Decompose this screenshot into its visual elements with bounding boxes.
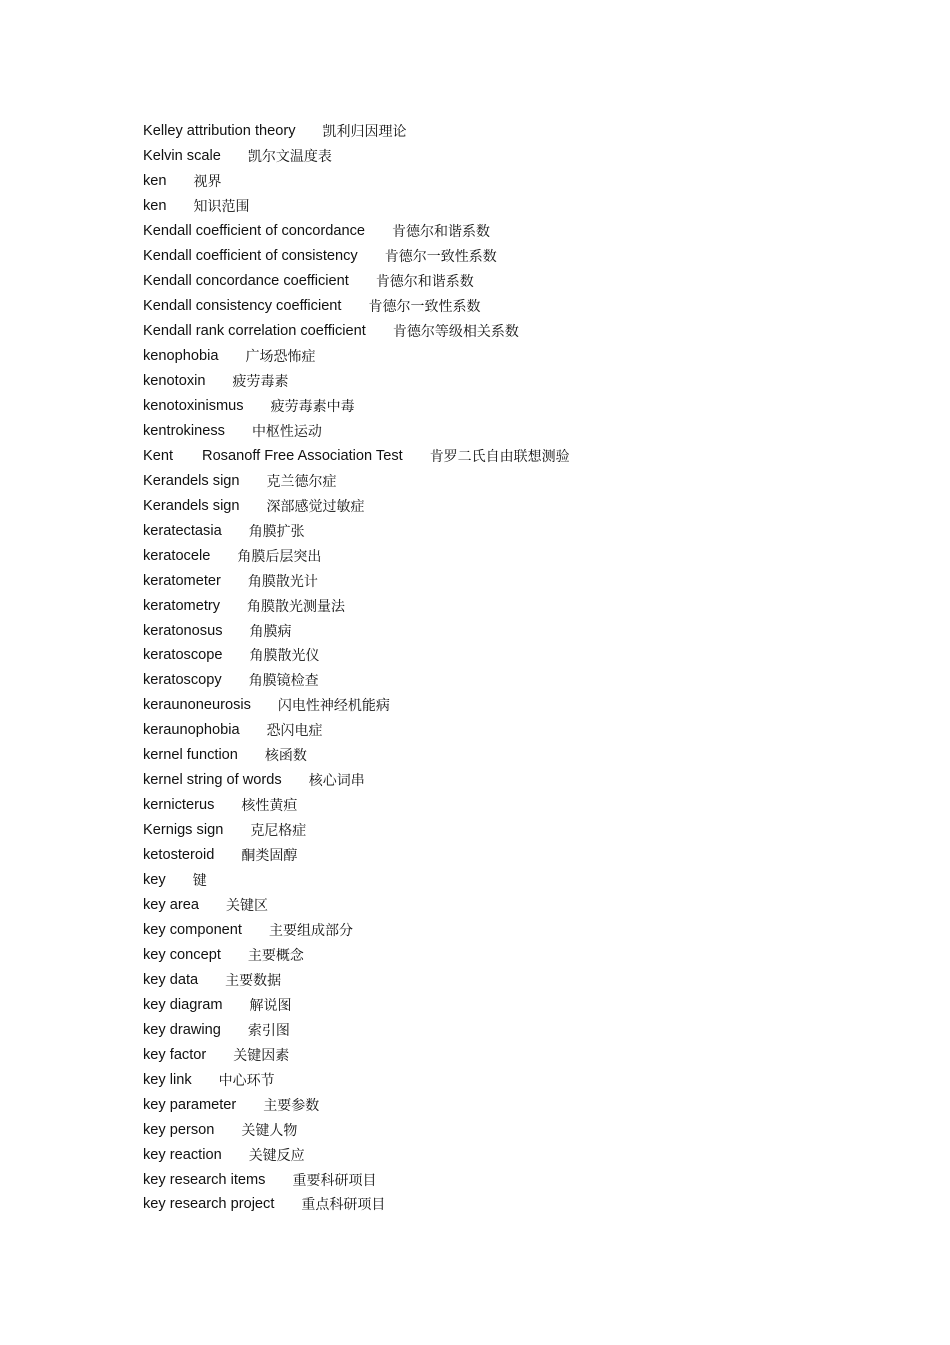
entry-translation: 肯德尔等级相关系数 — [392, 324, 519, 341]
glossary-entry — [143, 718, 903, 743]
entry-term: key drawing — [143, 1021, 221, 1038]
glossary-entry — [143, 543, 903, 568]
entry-term: key area — [143, 897, 199, 914]
entry-term: key research project — [143, 1196, 275, 1213]
entry-translation: 重点科研项目 — [301, 1197, 386, 1214]
entry-translation: 中心环节 — [218, 1072, 275, 1089]
entry-translation: 解说图 — [249, 997, 292, 1014]
glossary-entry — [143, 393, 903, 418]
glossary-entry — [143, 294, 903, 319]
entry-translation: 角膜散光仪 — [249, 648, 320, 665]
glossary-entry — [143, 518, 903, 543]
entry-translation: 知识范围 — [193, 199, 250, 216]
entry-term: Kendall coefficient of concordance — [143, 223, 366, 240]
entry-translation: 核函数 — [264, 748, 307, 765]
glossary-entry — [143, 1117, 903, 1142]
glossary-entry — [143, 493, 903, 518]
glossary-entry — [143, 693, 903, 718]
glossary-entry — [143, 1067, 903, 1092]
glossary-entry — [143, 768, 903, 793]
glossary-entry — [143, 119, 903, 144]
entry-translation: 键 — [192, 873, 207, 890]
entry-term: keraunoneurosis — [143, 697, 251, 714]
glossary-entry — [143, 818, 903, 843]
entry-term: key parameter — [143, 1096, 237, 1113]
entry-term: keratoscope — [143, 647, 223, 664]
entry-translation: 恐闪电症 — [266, 723, 323, 740]
entry-term: kernel string of words — [143, 772, 282, 789]
glossary-entry — [143, 1092, 903, 1117]
entry-term: Kendall consistency coefficient — [143, 298, 342, 315]
entry-translation: 角膜散光计 — [247, 573, 318, 590]
entry-translation: 主要参数 — [263, 1097, 320, 1114]
glossary-entry — [143, 793, 903, 818]
entry-translation: 核性黄疸 — [241, 798, 298, 815]
entry-term: key factor — [143, 1046, 207, 1063]
entry-term: keraunophobia — [143, 722, 240, 739]
entry-term: Kerandels sign — [143, 472, 240, 489]
entry-translation: 闪电性神经机能病 — [277, 698, 390, 715]
glossary-entry — [143, 967, 903, 992]
entry-term: key person — [143, 1121, 215, 1138]
entry-term: kenotoxinismus — [143, 397, 244, 414]
entry-term: ketosteroid — [143, 847, 215, 864]
entry-term: key component — [143, 921, 242, 938]
glossary-entry — [143, 1017, 903, 1042]
entry-translation: 角膜病 — [249, 623, 292, 640]
entry-term: Kerandels sign — [143, 497, 240, 514]
entry-translation: 肯德尔和谐系数 — [375, 274, 474, 291]
glossary-entry — [143, 893, 903, 918]
entry-term: kernicterus — [143, 797, 215, 814]
entry-term: keratonosus — [143, 622, 223, 639]
glossary-entry — [143, 269, 903, 294]
glossary-entry — [143, 1042, 903, 1067]
glossary-entry — [143, 918, 903, 943]
entry-translation: 角膜后层突出 — [237, 548, 322, 565]
entry-translation: 深部感觉过敏症 — [266, 498, 365, 515]
entry-translation: 广场恐怖症 — [245, 349, 316, 366]
glossary-entry — [143, 369, 903, 394]
glossary-entry — [143, 843, 903, 868]
entry-term: kernel function — [143, 747, 238, 764]
glossary-entry — [143, 1142, 903, 1167]
entry-term: keratometry — [143, 597, 221, 614]
entry-term: Kendall rank correlation coefficient — [143, 323, 366, 340]
entry-translation: 凯利归因理论 — [322, 124, 407, 141]
entry-translation: 角膜镜检查 — [248, 673, 319, 690]
entry-term: keratectasia — [143, 522, 222, 539]
entry-translation: 克兰德尔症 — [266, 473, 337, 490]
entry-translation: 凯尔文温度表 — [247, 149, 332, 166]
entry-term: Kernigs sign — [143, 822, 224, 839]
entry-term: Kelley attribution theory — [143, 123, 296, 140]
entry-translation: 中枢性运动 — [251, 423, 322, 440]
entry-term: Kendall concordance coefficient — [143, 273, 349, 290]
glossary-entry — [143, 169, 903, 194]
entry-term: keratoscopy — [143, 672, 222, 689]
glossary-entry — [143, 244, 903, 269]
entry-translation: 疲劳毒素中毒 — [270, 398, 355, 415]
entry-translation: 关键反应 — [248, 1147, 305, 1164]
entry-translation: 视界 — [193, 174, 222, 191]
entry-translation: 酮类固醇 — [241, 848, 298, 865]
entry-term: Kent — [143, 447, 174, 464]
entry-translation: 角膜散光测量法 — [247, 598, 346, 615]
glossary-entry — [143, 468, 903, 493]
entry-term: key research items — [143, 1171, 266, 1188]
glossary-entry — [143, 344, 903, 369]
entry-term-continued: Rosanoff Free Association Test — [202, 447, 403, 464]
entry-term: key reaction — [143, 1146, 222, 1163]
entry-term: keratometer — [143, 572, 221, 589]
entry-term: key — [143, 872, 166, 889]
entry-translation: 肯罗二氏自由联想测验 — [429, 448, 570, 465]
glossary-entry — [143, 868, 903, 893]
entry-translation: 主要组成部分 — [268, 922, 353, 939]
glossary-entry — [143, 319, 903, 344]
entry-term: kentrokiness — [143, 422, 225, 439]
entry-translation: 肯德尔一致性系数 — [384, 249, 497, 266]
glossary-entry — [143, 1192, 903, 1217]
entry-term: key link — [143, 1071, 192, 1088]
entry-term: keratocele — [143, 547, 211, 564]
entry-translation: 索引图 — [247, 1022, 290, 1039]
entry-translation: 肯德尔和谐系数 — [392, 224, 491, 241]
entry-translation: 克尼格症 — [250, 823, 307, 840]
entry-term: ken — [143, 173, 167, 190]
glossary-entry — [143, 144, 903, 169]
glossary-entry — [143, 992, 903, 1017]
entry-term: Kendall coefficient of consistency — [143, 248, 358, 265]
glossary-entry — [143, 443, 903, 468]
entry-term: ken — [143, 198, 167, 215]
glossary-entry — [143, 219, 903, 244]
entry-translation: 核心词串 — [308, 773, 365, 790]
entry-translation: 主要数据 — [225, 972, 282, 989]
entry-term: key diagram — [143, 996, 223, 1013]
entry-translation: 主要概念 — [247, 947, 304, 964]
glossary-entry — [143, 942, 903, 967]
entry-term: key data — [143, 971, 199, 988]
entry-translation: 角膜扩张 — [248, 523, 305, 540]
entry-translation: 疲劳毒素 — [232, 374, 289, 390]
glossary-entry — [143, 568, 903, 593]
entry-translation: 关键区 — [225, 898, 268, 915]
glossary-entry — [143, 593, 903, 618]
entry-term: key concept — [143, 946, 221, 963]
glossary-entry — [143, 1167, 903, 1192]
glossary-entry — [143, 618, 903, 643]
glossary-entry — [143, 418, 903, 443]
glossary-list — [143, 119, 903, 1217]
glossary-entry — [143, 643, 903, 668]
glossary-entry — [143, 194, 903, 219]
glossary-entry — [143, 668, 903, 693]
entry-translation: 肯德尔一致性系数 — [368, 299, 481, 316]
glossary-entry — [143, 743, 903, 768]
entry-translation: 关键人物 — [241, 1122, 298, 1139]
entry-term: kenotoxin — [143, 373, 206, 389]
entry-term: kenophobia — [143, 348, 219, 365]
entry-term: Kelvin scale — [143, 148, 221, 165]
entry-translation: 关键因素 — [233, 1047, 290, 1064]
entry-translation: 重要科研项目 — [292, 1172, 377, 1189]
